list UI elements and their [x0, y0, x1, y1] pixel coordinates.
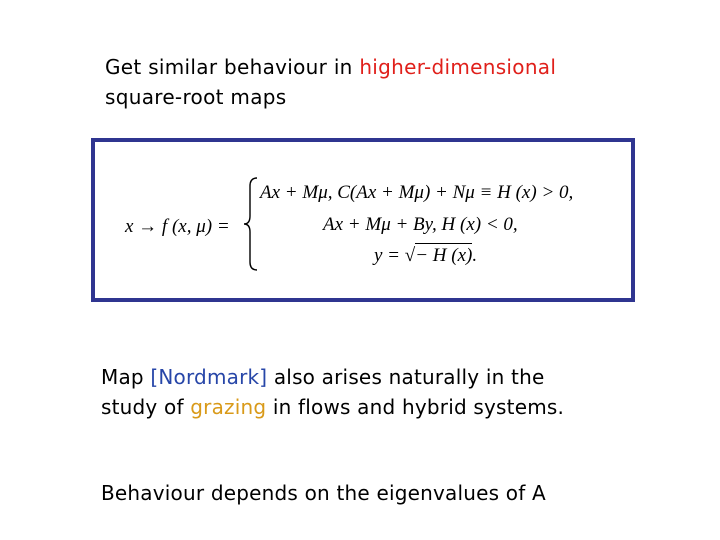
slide-heading: [105, 52, 556, 112]
sqrt-radicand: − H (x): [415, 245, 473, 266]
para1-middle: also arises naturally in the: [267, 365, 545, 389]
formula-box: [91, 138, 635, 302]
piecewise-formula: [95, 142, 631, 298]
sqrt-symbol: √: [404, 245, 416, 266]
highlight-grazing: grazing: [190, 395, 267, 419]
citation-nordmark: [Nordmark]: [150, 365, 268, 389]
heading-highlight: higher-dimensional: [359, 55, 557, 79]
paragraph-nordmark: [101, 362, 564, 422]
left-brace-icon: [243, 176, 259, 272]
formula-case-3: [374, 245, 477, 267]
para1-line2-suffix: in flows and hybrid systems.: [266, 395, 565, 419]
para1-prefix: Map: [101, 365, 151, 389]
case3-suffix: .: [472, 245, 478, 266]
heading-line2: square-root maps: [105, 85, 287, 109]
heading-prefix: Get similar behaviour in: [105, 55, 360, 79]
paragraph-eigenvalues: Behaviour depends on the eigenvalues of A: [101, 481, 546, 505]
formula-case-2: Ax + Mμ + By, H (x) < 0,: [323, 214, 518, 235]
formula-lhs: x → f (x, μ) =: [125, 216, 230, 237]
para1-line2-prefix: study of: [101, 395, 191, 419]
formula-case-1: Ax + Mμ, C(Ax + Mμ) + Nμ ≡ H (x) > 0,: [260, 182, 574, 203]
case3-prefix: y =: [374, 245, 405, 266]
